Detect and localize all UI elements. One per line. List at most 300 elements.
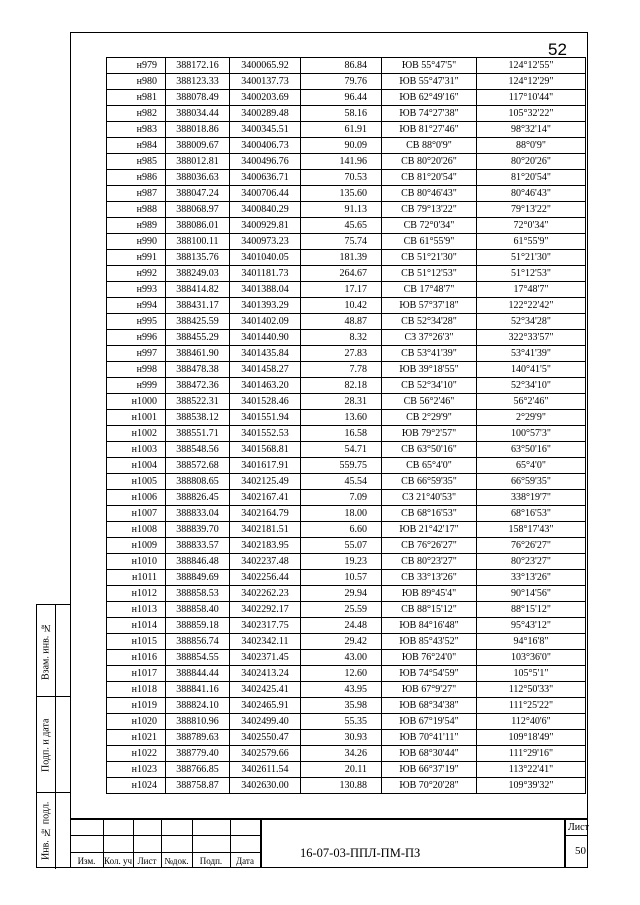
azimuth-cell: 100°57'3" xyxy=(477,426,586,442)
y-coordinate-cell: 3402611.54 xyxy=(230,762,301,778)
bearing-cell: СВ 17°48'7" xyxy=(382,282,477,298)
azimuth-cell: 140°41'5" xyxy=(477,362,586,378)
azimuth-cell: 98°32'14" xyxy=(477,122,586,138)
y-coordinate-cell: 3401388.04 xyxy=(230,282,301,298)
distance-cell: 135.60 xyxy=(301,186,382,202)
point-name-cell: н1020 xyxy=(107,714,166,730)
point-name-cell: н1005 xyxy=(107,474,166,490)
original-inventory-label: Инв. № подл. xyxy=(40,801,52,861)
y-coordinate-cell: 3402425.41 xyxy=(230,682,301,698)
bearing-cell: СВ 80°23'27" xyxy=(382,554,477,570)
azimuth-cell: 103°36'0" xyxy=(477,650,586,666)
azimuth-cell: 52°34'28" xyxy=(477,314,586,330)
bearing-cell: СВ 80°46'43" xyxy=(382,186,477,202)
x-coordinate-cell: 388414.82 xyxy=(166,282,230,298)
point-name-cell: н1018 xyxy=(107,682,166,698)
table-row xyxy=(107,74,586,90)
distance-cell: 58.16 xyxy=(301,106,382,122)
azimuth-cell: 81°20'54" xyxy=(477,170,586,186)
table-row xyxy=(107,554,586,570)
y-coordinate-cell: 3400840.29 xyxy=(230,202,301,218)
azimuth-cell: 66°59'35" xyxy=(477,474,586,490)
distance-cell: 75.74 xyxy=(301,234,382,250)
point-name-cell: н994 xyxy=(107,298,166,314)
point-name-cell: н1011 xyxy=(107,570,166,586)
bearing-cell: СВ 51°21'30" xyxy=(382,250,477,266)
point-name-cell: н984 xyxy=(107,138,166,154)
x-coordinate-cell: 388425.59 xyxy=(166,314,230,330)
table-row xyxy=(107,490,586,506)
table-row xyxy=(107,170,586,186)
y-coordinate-cell: 3401463.20 xyxy=(230,378,301,394)
distance-cell: 130.88 xyxy=(301,778,382,794)
point-name-cell: н979 xyxy=(107,58,166,74)
point-name-cell: н981 xyxy=(107,90,166,106)
distance-cell: 55.35 xyxy=(301,714,382,730)
y-coordinate-cell: 3401568.81 xyxy=(230,442,301,458)
x-coordinate-cell: 388826.45 xyxy=(166,490,230,506)
table-row xyxy=(107,666,586,682)
distance-cell: 35.98 xyxy=(301,698,382,714)
table-row xyxy=(107,122,586,138)
x-coordinate-cell: 388856.74 xyxy=(166,634,230,650)
x-coordinate-cell: 388538.12 xyxy=(166,410,230,426)
x-coordinate-cell: 388844.44 xyxy=(166,666,230,682)
point-name-cell: н998 xyxy=(107,362,166,378)
distance-cell: 7.78 xyxy=(301,362,382,378)
table-row xyxy=(107,650,586,666)
y-coordinate-cell: 3402237.48 xyxy=(230,554,301,570)
y-coordinate-cell: 3402125.49 xyxy=(230,474,301,490)
azimuth-cell: 111°29'16" xyxy=(477,746,586,762)
point-name-cell: н1017 xyxy=(107,666,166,682)
y-coordinate-cell: 3402342.11 xyxy=(230,634,301,650)
point-name-cell: н1010 xyxy=(107,554,166,570)
distance-cell: 91.13 xyxy=(301,202,382,218)
left-stamp xyxy=(36,604,70,868)
table-row xyxy=(107,730,586,746)
distance-cell: 10.42 xyxy=(301,298,382,314)
azimuth-cell: 124°12'29" xyxy=(477,74,586,90)
sheet-label: Лист xyxy=(568,822,589,833)
table-row xyxy=(107,474,586,490)
y-coordinate-cell: 3401528.46 xyxy=(230,394,301,410)
bearing-cell: ЮВ 70°20'28" xyxy=(382,778,477,794)
azimuth-cell: 112°50'33" xyxy=(477,682,586,698)
point-name-cell: н1024 xyxy=(107,778,166,794)
table-row xyxy=(107,154,586,170)
bearing-cell: СВ 63°50'16" xyxy=(382,442,477,458)
x-coordinate-cell: 388078.49 xyxy=(166,90,230,106)
table-row xyxy=(107,298,586,314)
point-name-cell: н987 xyxy=(107,186,166,202)
distance-cell: 55.07 xyxy=(301,538,382,554)
bearing-cell: ЮВ 74°54'59" xyxy=(382,666,477,682)
point-name-cell: н985 xyxy=(107,154,166,170)
distance-cell: 25.59 xyxy=(301,602,382,618)
x-coordinate-cell: 388833.57 xyxy=(166,538,230,554)
distance-cell: 7.09 xyxy=(301,490,382,506)
x-coordinate-cell: 388249.03 xyxy=(166,266,230,282)
x-coordinate-cell: 388100.11 xyxy=(166,234,230,250)
azimuth-cell: 72°0'34" xyxy=(477,218,586,234)
x-coordinate-cell: 388551.71 xyxy=(166,426,230,442)
distance-cell: 48.87 xyxy=(301,314,382,330)
bearing-cell: СВ 88°15'12" xyxy=(382,602,477,618)
x-coordinate-cell: 388522.31 xyxy=(166,394,230,410)
distance-cell: 43.00 xyxy=(301,650,382,666)
x-coordinate-cell: 388472.36 xyxy=(166,378,230,394)
distance-cell: 70.53 xyxy=(301,170,382,186)
bearing-cell: ЮВ 76°24'0" xyxy=(382,650,477,666)
coordinates-table xyxy=(106,57,586,794)
bearing-cell: СВ 81°20'54" xyxy=(382,170,477,186)
point-name-cell: н991 xyxy=(107,250,166,266)
point-name-cell: н1007 xyxy=(107,506,166,522)
y-coordinate-cell: 3400137.73 xyxy=(230,74,301,90)
y-coordinate-cell: 3402256.44 xyxy=(230,570,301,586)
distance-cell: 24.48 xyxy=(301,618,382,634)
y-coordinate-cell: 3402465.91 xyxy=(230,698,301,714)
distance-cell: 181.39 xyxy=(301,250,382,266)
distance-cell: 30.93 xyxy=(301,730,382,746)
x-coordinate-cell: 388779.40 xyxy=(166,746,230,762)
azimuth-cell: 105°32'22" xyxy=(477,106,586,122)
x-coordinate-cell: 388839.70 xyxy=(166,522,230,538)
y-coordinate-cell: 3401393.29 xyxy=(230,298,301,314)
distance-cell: 82.18 xyxy=(301,378,382,394)
bearing-cell: ЮВ 57°37'18" xyxy=(382,298,477,314)
distance-cell: 13.60 xyxy=(301,410,382,426)
table-row xyxy=(107,186,586,202)
point-name-cell: н1004 xyxy=(107,458,166,474)
distance-cell: 27.83 xyxy=(301,346,382,362)
x-coordinate-cell: 388431.17 xyxy=(166,298,230,314)
distance-cell: 19.23 xyxy=(301,554,382,570)
table-row xyxy=(107,314,586,330)
azimuth-cell: 51°12'53" xyxy=(477,266,586,282)
y-coordinate-cell: 3401440.90 xyxy=(230,330,301,346)
azimuth-cell: 88°0'9" xyxy=(477,138,586,154)
point-name-cell: н995 xyxy=(107,314,166,330)
bearing-cell: СВ 51°12'53" xyxy=(382,266,477,282)
bearing-cell: ЮВ 84°16'48" xyxy=(382,618,477,634)
table-row xyxy=(107,698,586,714)
y-coordinate-cell: 3400345.51 xyxy=(230,122,301,138)
y-coordinate-cell: 3402262.23 xyxy=(230,586,301,602)
point-name-cell: н990 xyxy=(107,234,166,250)
x-coordinate-cell: 388849.69 xyxy=(166,570,230,586)
azimuth-cell: 117°10'44" xyxy=(477,90,586,106)
x-coordinate-cell: 388548.56 xyxy=(166,442,230,458)
y-coordinate-cell: 3400636.71 xyxy=(230,170,301,186)
point-name-cell: н999 xyxy=(107,378,166,394)
azimuth-cell: 111°25'22" xyxy=(477,698,586,714)
bearing-cell: СВ 52°34'28" xyxy=(382,314,477,330)
table-row xyxy=(107,442,586,458)
bearing-cell: СВ 56°2'46" xyxy=(382,394,477,410)
azimuth-cell: 80°46'43" xyxy=(477,186,586,202)
x-coordinate-cell: 388068.97 xyxy=(166,202,230,218)
x-coordinate-cell: 388758.87 xyxy=(166,778,230,794)
point-name-cell: н1002 xyxy=(107,426,166,442)
distance-cell: 86.84 xyxy=(301,58,382,74)
distance-cell: 43.95 xyxy=(301,682,382,698)
point-name-cell: н1021 xyxy=(107,730,166,746)
y-coordinate-cell: 3402164.79 xyxy=(230,506,301,522)
signature-date-label: Подп. и дата xyxy=(40,718,52,772)
x-coordinate-cell: 388455.29 xyxy=(166,330,230,346)
bearing-cell: ЮВ 89°45'4" xyxy=(382,586,477,602)
x-coordinate-cell: 388478.38 xyxy=(166,362,230,378)
y-coordinate-cell: 3400289.48 xyxy=(230,106,301,122)
azimuth-cell: 80°23'27" xyxy=(477,554,586,570)
table-row xyxy=(107,522,586,538)
distance-cell: 28.31 xyxy=(301,394,382,410)
table-row xyxy=(107,378,586,394)
azimuth-cell: 52°34'10" xyxy=(477,378,586,394)
table-row xyxy=(107,618,586,634)
azimuth-cell: 94°16'8" xyxy=(477,634,586,650)
x-coordinate-cell: 388086.01 xyxy=(166,218,230,234)
point-name-cell: н1006 xyxy=(107,490,166,506)
bearing-cell: СВ 2°29'9" xyxy=(382,410,477,426)
distance-cell: 45.65 xyxy=(301,218,382,234)
azimuth-cell: 17°48'7" xyxy=(477,282,586,298)
y-coordinate-cell: 3401040.05 xyxy=(230,250,301,266)
table-row xyxy=(107,586,586,602)
point-name-cell: н992 xyxy=(107,266,166,282)
point-name-cell: н988 xyxy=(107,202,166,218)
bearing-cell: ЮВ 39°18'55" xyxy=(382,362,477,378)
distance-cell: 16.58 xyxy=(301,426,382,442)
point-name-cell: н1015 xyxy=(107,634,166,650)
distance-cell: 61.91 xyxy=(301,122,382,138)
bearing-cell: ЮВ 67°19'54" xyxy=(382,714,477,730)
y-coordinate-cell: 3400203.69 xyxy=(230,90,301,106)
distance-cell: 12.60 xyxy=(301,666,382,682)
distance-cell: 6.60 xyxy=(301,522,382,538)
bearing-cell: ЮВ 68°34'38" xyxy=(382,698,477,714)
x-coordinate-cell: 388012.81 xyxy=(166,154,230,170)
document-code: 16-07-03-ППЛ-ПМ-ПЗ xyxy=(300,846,421,860)
y-coordinate-cell: 3400406.73 xyxy=(230,138,301,154)
azimuth-cell: 76°26'27" xyxy=(477,538,586,554)
y-coordinate-cell: 3402550.47 xyxy=(230,730,301,746)
bearing-cell: ЮВ 62°49'16" xyxy=(382,90,477,106)
date-label: Дата xyxy=(236,856,254,866)
table-row xyxy=(107,218,586,234)
y-coordinate-cell: 3400973.23 xyxy=(230,234,301,250)
point-name-cell: н1023 xyxy=(107,762,166,778)
azimuth-cell: 53°41'39" xyxy=(477,346,586,362)
x-coordinate-cell: 388824.10 xyxy=(166,698,230,714)
change-label: Изм. xyxy=(77,856,96,866)
x-coordinate-cell: 388858.53 xyxy=(166,586,230,602)
bearing-cell: ЮВ 21°42'17" xyxy=(382,522,477,538)
distance-cell: 34.26 xyxy=(301,746,382,762)
y-coordinate-cell: 3400929.81 xyxy=(230,218,301,234)
table-row xyxy=(107,250,586,266)
distance-cell: 20.11 xyxy=(301,762,382,778)
x-coordinate-cell: 388461.90 xyxy=(166,346,230,362)
table-row xyxy=(107,746,586,762)
azimuth-cell: 109°39'32" xyxy=(477,778,586,794)
bearing-cell: ЮВ 66°37'19" xyxy=(382,762,477,778)
table-row xyxy=(107,602,586,618)
y-coordinate-cell: 3401552.53 xyxy=(230,426,301,442)
distance-cell: 96.44 xyxy=(301,90,382,106)
distance-cell: 90.09 xyxy=(301,138,382,154)
x-coordinate-cell: 388034.44 xyxy=(166,106,230,122)
azimuth-cell: 80°20'26" xyxy=(477,154,586,170)
bearing-cell: СВ 68°16'53" xyxy=(382,506,477,522)
x-coordinate-cell: 388808.65 xyxy=(166,474,230,490)
y-coordinate-cell: 3402181.51 xyxy=(230,522,301,538)
x-coordinate-cell: 388841.16 xyxy=(166,682,230,698)
bearing-cell: СВ 65°4'0" xyxy=(382,458,477,474)
bearing-cell: ЮВ 79°2'57" xyxy=(382,426,477,442)
table-row xyxy=(107,714,586,730)
distance-cell: 54.71 xyxy=(301,442,382,458)
y-coordinate-cell: 3402499.40 xyxy=(230,714,301,730)
x-coordinate-cell: 388846.48 xyxy=(166,554,230,570)
table-row xyxy=(107,682,586,698)
x-coordinate-cell: 388789.63 xyxy=(166,730,230,746)
bearing-cell: СЗ 21°40'53" xyxy=(382,490,477,506)
azimuth-cell: 112°40'6" xyxy=(477,714,586,730)
point-name-cell: н1016 xyxy=(107,650,166,666)
x-coordinate-cell: 388018.86 xyxy=(166,122,230,138)
distance-cell: 8.32 xyxy=(301,330,382,346)
y-coordinate-cell: 3401551.94 xyxy=(230,410,301,426)
distance-cell: 17.17 xyxy=(301,282,382,298)
table-row xyxy=(107,282,586,298)
point-name-cell: н1000 xyxy=(107,394,166,410)
x-coordinate-cell: 388766.85 xyxy=(166,762,230,778)
x-coordinate-cell: 388833.04 xyxy=(166,506,230,522)
x-coordinate-cell: 388047.24 xyxy=(166,186,230,202)
y-coordinate-cell: 3401402.09 xyxy=(230,314,301,330)
distance-cell: 10.57 xyxy=(301,570,382,586)
quantity-label: Кол. уч xyxy=(104,856,132,866)
distance-cell: 45.54 xyxy=(301,474,382,490)
point-name-cell: н996 xyxy=(107,330,166,346)
table-row xyxy=(107,106,586,122)
point-name-cell: н1013 xyxy=(107,602,166,618)
point-name-cell: н1019 xyxy=(107,698,166,714)
distance-cell: 18.00 xyxy=(301,506,382,522)
page-top-number: 52 xyxy=(548,40,567,59)
distance-cell: 79.76 xyxy=(301,74,382,90)
azimuth-cell: 113°22'41" xyxy=(477,762,586,778)
point-name-cell: н1022 xyxy=(107,746,166,762)
table-row xyxy=(107,58,586,74)
bearing-cell: СВ 66°59'35" xyxy=(382,474,477,490)
y-coordinate-cell: 3402371.45 xyxy=(230,650,301,666)
table-row xyxy=(107,330,586,346)
point-name-cell: н1003 xyxy=(107,442,166,458)
point-name-cell: н1008 xyxy=(107,522,166,538)
azimuth-cell: 322°33'57" xyxy=(477,330,586,346)
table-row xyxy=(107,346,586,362)
bearing-cell: СВ 79°13'22" xyxy=(382,202,477,218)
azimuth-cell: 158°17'43" xyxy=(477,522,586,538)
table-row xyxy=(107,202,586,218)
azimuth-cell: 95°43'12" xyxy=(477,618,586,634)
table-row xyxy=(107,506,586,522)
table-row xyxy=(107,362,586,378)
azimuth-cell: 56°2'46" xyxy=(477,394,586,410)
table-row xyxy=(107,634,586,650)
azimuth-cell: 105°5'1" xyxy=(477,666,586,682)
bearing-cell: ЮВ 55°47'31" xyxy=(382,74,477,90)
azimuth-cell: 61°55'9" xyxy=(477,234,586,250)
x-coordinate-cell: 388854.55 xyxy=(166,650,230,666)
point-name-cell: н1012 xyxy=(107,586,166,602)
bearing-cell: СВ 88°0'9" xyxy=(382,138,477,154)
y-coordinate-cell: 3402292.17 xyxy=(230,602,301,618)
point-name-cell: н1014 xyxy=(107,618,166,634)
y-coordinate-cell: 3400706.44 xyxy=(230,186,301,202)
azimuth-cell: 68°16'53" xyxy=(477,506,586,522)
azimuth-cell: 338°19'7" xyxy=(477,490,586,506)
bearing-cell: СВ 80°20'26" xyxy=(382,154,477,170)
distance-cell: 264.67 xyxy=(301,266,382,282)
azimuth-cell: 33°13'26" xyxy=(477,570,586,586)
table-row xyxy=(107,426,586,442)
point-name-cell: н997 xyxy=(107,346,166,362)
azimuth-cell: 79°13'22" xyxy=(477,202,586,218)
bearing-cell: ЮВ 55°47'5" xyxy=(382,58,477,74)
coordinates-table-body xyxy=(107,58,586,794)
sheet-col-label: Лист xyxy=(137,856,157,866)
point-name-cell: н980 xyxy=(107,74,166,90)
table-row xyxy=(107,778,586,794)
x-coordinate-cell: 388572.68 xyxy=(166,458,230,474)
bearing-cell: СВ 53°41'39" xyxy=(382,346,477,362)
y-coordinate-cell: 3402167.41 xyxy=(230,490,301,506)
y-coordinate-cell: 3402317.75 xyxy=(230,618,301,634)
bearing-cell: СВ 33°13'26" xyxy=(382,570,477,586)
y-coordinate-cell: 3401435.84 xyxy=(230,346,301,362)
bearing-cell: СВ 52°34'10" xyxy=(382,378,477,394)
y-coordinate-cell: 3400065.92 xyxy=(230,58,301,74)
table-row xyxy=(107,234,586,250)
table-row xyxy=(107,138,586,154)
distance-cell: 141.96 xyxy=(301,154,382,170)
point-name-cell: н986 xyxy=(107,170,166,186)
point-name-cell: н989 xyxy=(107,218,166,234)
bearing-cell: ЮВ 68°30'44" xyxy=(382,746,477,762)
bearing-cell: ЮВ 70°41'11" xyxy=(382,730,477,746)
bearing-cell: ЮВ 67°9'27" xyxy=(382,682,477,698)
azimuth-cell: 51°21'30" xyxy=(477,250,586,266)
y-coordinate-cell: 3401181.73 xyxy=(230,266,301,282)
x-coordinate-cell: 388123.33 xyxy=(166,74,230,90)
point-name-cell: н993 xyxy=(107,282,166,298)
document-number-label: №док. xyxy=(164,856,189,866)
distance-cell: 29.42 xyxy=(301,634,382,650)
signature-label: Подп. xyxy=(199,856,223,866)
y-coordinate-cell: 3401458.27 xyxy=(230,362,301,378)
y-coordinate-cell: 3402413.24 xyxy=(230,666,301,682)
azimuth-cell: 122°22'42" xyxy=(477,298,586,314)
point-name-cell: н1001 xyxy=(107,410,166,426)
table-row xyxy=(107,458,586,474)
x-coordinate-cell: 388009.67 xyxy=(166,138,230,154)
distance-cell: 29.94 xyxy=(301,586,382,602)
